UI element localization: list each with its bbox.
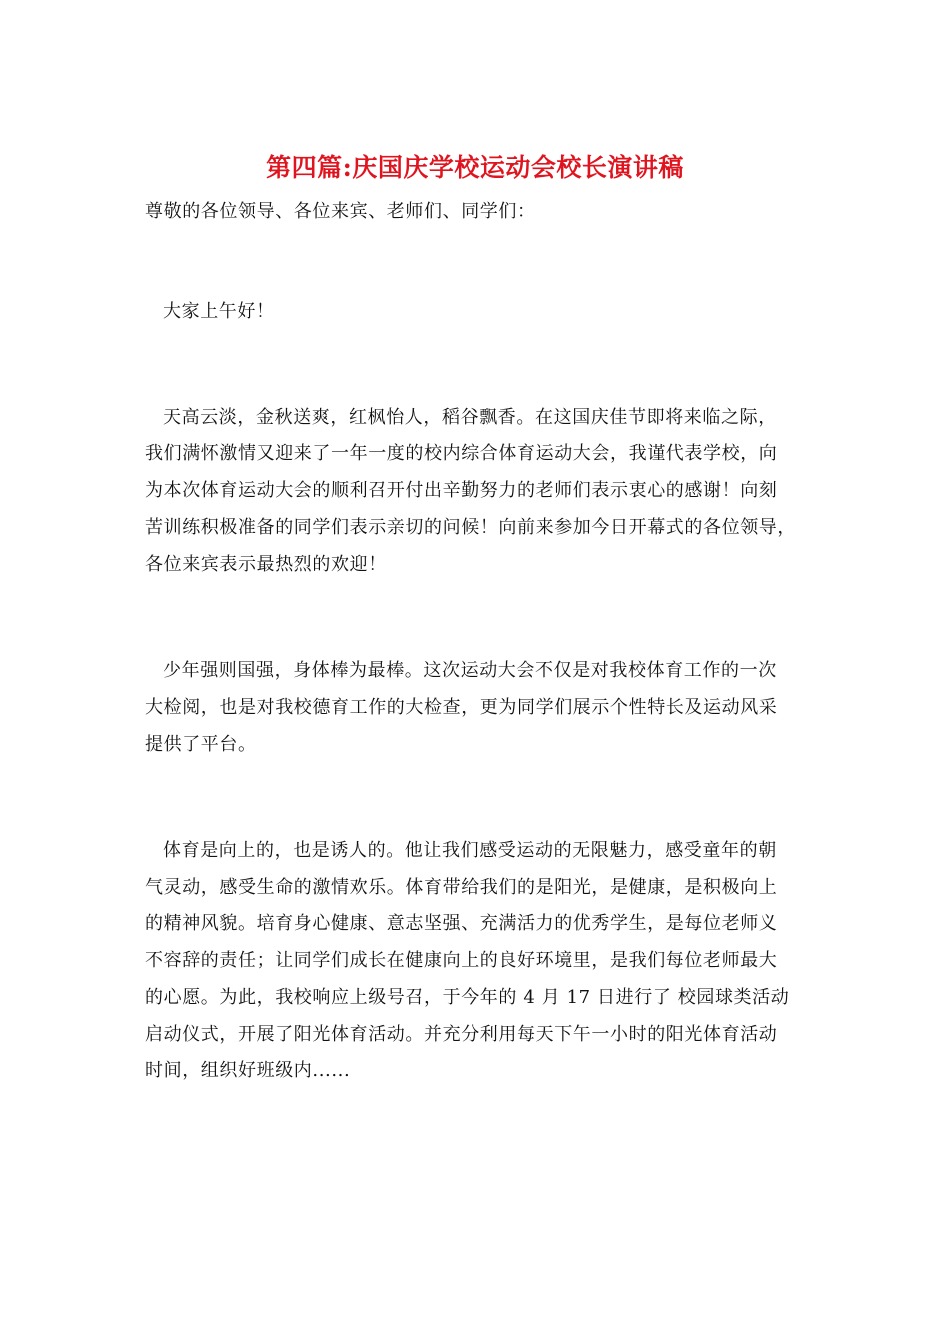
paragraph-line: 各位来宾表示最热烈的欢迎！ bbox=[145, 554, 387, 575]
paragraph-line: 启动仪式，开展了阳光体育活动。并充分利用每天下午一小时的阳光体育活动 bbox=[145, 1024, 778, 1045]
paragraph-line: 天高云淡，金秋送爽，红枫怡人，稻谷飘香。在这国庆佳节即将来临之际， bbox=[163, 407, 777, 428]
greeting: 大家上午好！ bbox=[163, 301, 275, 322]
paragraph-line: 我们满怀激情又迎来了一年一度的校内综合体育运动大会，我谨代表学校，向 bbox=[145, 443, 778, 464]
paragraph-line: 少年强则国强，身体棒为最棒。这次运动大会不仅是对我校体育工作的一次 bbox=[163, 660, 777, 681]
paragraph-line: 的心愿。为此，我校响应上级号召，于今年的 4 月 17 日进行了 校园球类活动 bbox=[145, 987, 790, 1008]
paragraph-line: 提供了平台。 bbox=[145, 734, 257, 755]
paragraph-line: 时间，组织好班级内...... bbox=[145, 1060, 351, 1081]
paragraph-line: 气灵动，感受生命的激情欢乐。体育带给我们的是阳光，是健康，是积极向上 bbox=[145, 877, 778, 898]
paragraph-line: 的精神风貌。培育身心健康、意志坚强、充满活力的优秀学生，是每位老师义 bbox=[145, 913, 778, 934]
paragraph-line: 大检阅，也是对我校德育工作的大检查，更为同学们展示个性特长及运动风采 bbox=[145, 697, 778, 718]
paragraph-line: 苦训练积极准备的同学们表示亲切的问候！向前来参加今日开幕式的各位领导， bbox=[145, 517, 796, 538]
document-title: 第四篇:庆国庆学校运动会校长演讲稿 bbox=[266, 153, 684, 182]
paragraph-line: 不容辞的责任；让同学们成长在健康向上的良好环境里，是我们每位老师最大 bbox=[145, 950, 778, 971]
paragraph-line: 为本次体育运动大会的顺利召开付出辛勤努力的老师们表示衷心的感谢！向刻 bbox=[145, 480, 778, 501]
paragraph-line: 体育是向上的，也是诱人的。他让我们感受运动的无限魅力，感受童年的朝 bbox=[163, 840, 777, 861]
salutation: 尊敬的各位领导、各位来宾、老师们、同学们： bbox=[145, 201, 536, 222]
